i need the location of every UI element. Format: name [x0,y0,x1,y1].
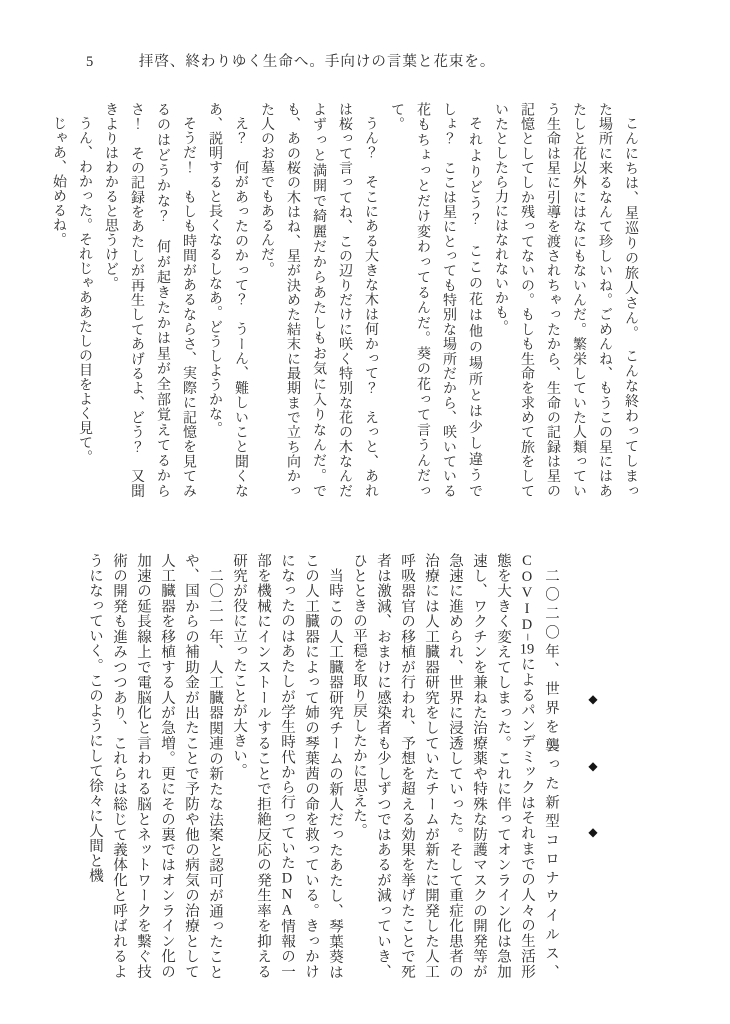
dialogue-paragraph: そうだ！ もしも時間があるならさ、実際に記憶を見てみるのはどうかな？ 何が起きたかは星が全部覚えてるからさ！ その記録をあたしが再生してあげるよ、どう？ 又聞きよりはわかると思うけど。 [103,102,196,498]
narrative-section [83,553,605,979]
dna-acronym: DNA [279,870,295,919]
page-header [86,50,495,71]
scene-break-separator [581,553,605,979]
diamond-icon: ◆ [586,758,600,774]
dialogue-paragraph: こんにちは、星巡りの旅人さん。 こんな終わってしまった場所に来るなんて珍しいね。ごめんね、もうこの星にはあたしと花以外にはなにもないんだ。繁栄していた人類っていう生命は星に引導を渡されちゃったから、生命の記録は星の記憶としてしか残ってないの。もしも生命を求めて旅をしていたとしたら力にはなれないかも。 [493,102,638,498]
diamond-icon: ◆ [586,825,600,840]
narrative-paragraph: 二〇二一年、人工臓器関連の新たな法案と認可が通ったことや、国からの補助金が出たことで予防や他の病気の治療として人工臓器を移植する人が急増。更にその裏ではオンライン化の加速の延長線上で電脳化と言われる脳とネットワークを繋ぐ技術の開発も進みつつあり、これらは総じて義体化と呼ばれるようになっていく。このようにして徐々に人間と機 [87,553,223,980]
page-title: 拝啓、終わりゆく生命へ。手向けの言葉と花束を。 [138,54,496,70]
covid-dash: − [519,633,535,642]
dialogue-paragraph: うん？ そこにある大きな木は何かって？ えっと、あれは桜って言ってね、この辺りだけに咲く特別な花の木なんだよずっと満開で綺麗だからあたしもお気に入りなんだ。でも、あの桜の木はね、星が決めた結末に最期まで立ち向かった人のお墓でもあるんだ。 [259,102,378,499]
diamond-icon: ◆ [586,692,600,707]
narrative-text: 二〇二〇年、世界を襲った新型コロナウイルス、 [543,567,559,979]
narrative-text: 情報の一部を機械にインストールすることで拒絶反応の発生率を抑える研究が役に立ったことが大きい。 [231,553,295,980]
covid-number: 19 [519,642,535,657]
narrative-text: 当時この人工臓器研究チームの新人だったあたし、琴葉葵はこの人工臓器によって姉の琴葉茜の命を救っている。きっかけになったのはあたしが学生時代から行っていた [279,553,343,980]
narrative-paragraph [227,553,347,979]
dialogue-paragraph: それよりどう？ ここの花は他の場所とは少し違うでしょ？ ここは星にとっても特別な場所だから、咲いている花もちょっとだけ変わってるんだ。葵の花って言うんだって。 [389,102,482,499]
narrative-text: によるパンデミックはそれまでの人々の生活形態を大きく変えてしまった。これに伴ってオンライン化は急加速し、ワクチンを兼ねた治療薬や特殊な防護マスクの開発等が急速に進められ、世界に浸透していった。そして重症化患者の治療には人工臓器研究をしていたチームが新たに開発した人工呼吸器官の移植が行われ、予想を超える効果を挙げたことで死者は激減、おまけに感染者も少しずつではあるが減っていき、ひとときの平穏を取り戻したかに思えた。 [351,553,535,980]
dialogue-paragraph: じゃあ、始めるね。 [51,116,66,247]
dialogue-paragraph: うん、わかった。それじゃああたしの目をよく見て。 [77,116,92,464]
dialogue-paragraph: え？ 何があったのかって？ うーん、難しいこと聞くなあ、説明すると長くなるしなあ。どうしようかな。 [207,102,248,498]
page-number: 5 [86,54,95,70]
covid-acronym: COVID [519,553,535,633]
narrative-paragraph [347,553,563,979]
dialogue-section [45,102,643,498]
